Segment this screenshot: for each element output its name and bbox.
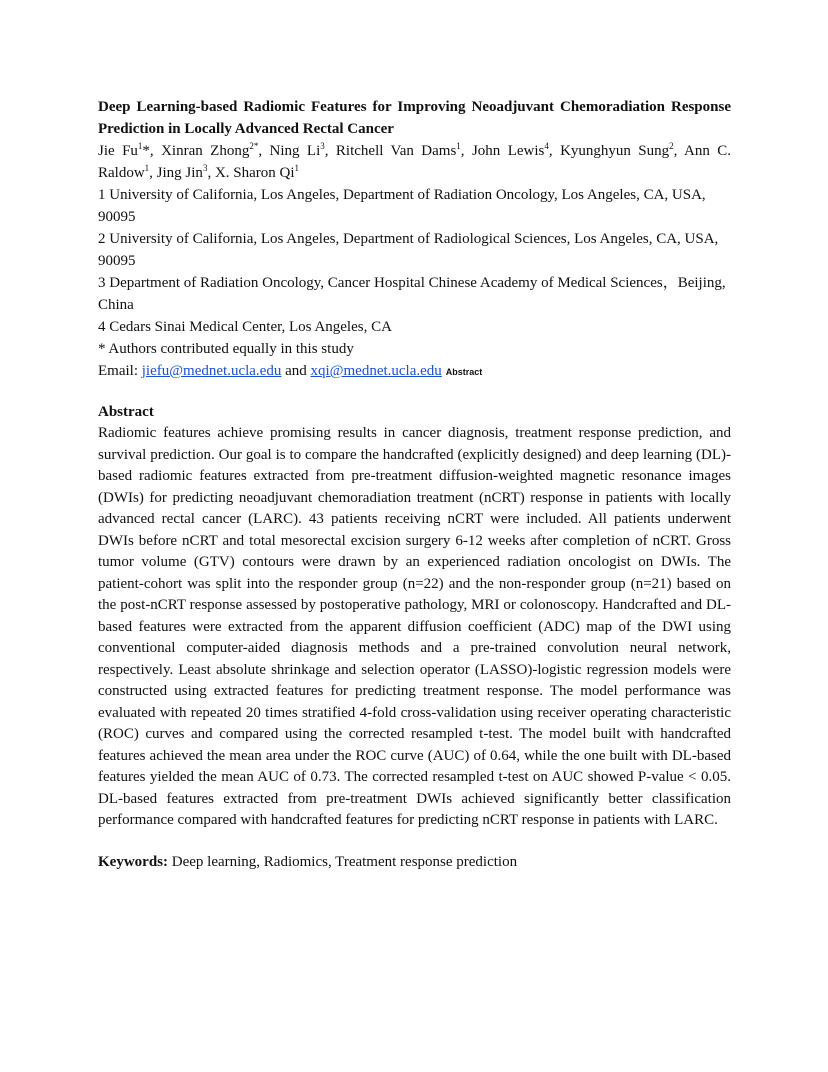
- author: Ritchell Van Dams$^1$,: [335, 141, 472, 159]
- author-affiliation-marker: 1: [456, 141, 461, 151]
- author: Jie Fu$^1$*,: [98, 141, 162, 159]
- affiliation-3: 3 Department of Radiation Oncology, Cancer Hospital Chinese Academy of Medical Sciences，Beijing, China: [98, 275, 726, 313]
- email-link-xqi[interactable]: xqi@mednet.ucla.edu: [310, 363, 442, 379]
- author-list: [98, 140, 731, 184]
- email-label: Email:: [98, 363, 142, 379]
- keywords-line: [98, 851, 731, 873]
- author-affiliation-marker: 1: [137, 141, 143, 151]
- stray-abstract-tag: Abstract: [445, 367, 483, 377]
- keywords-label: Keywords:: [98, 853, 168, 870]
- affiliation-1: 1 University of California, Los Angeles, Department of Radiation Oncology, Los Angeles, CA, USA, 90095: [98, 187, 706, 225]
- author-affiliation-marker: 2*: [249, 141, 259, 151]
- equal-contribution-note: * Authors contributed equally in this study: [98, 341, 354, 357]
- email-link-jiefu[interactable]: jiefu@mednet.ucla.edu: [141, 363, 282, 379]
- author: Kyunghyun Sung$^2$,: [560, 141, 684, 159]
- author-affiliation-marker: 3: [202, 163, 208, 173]
- paper-page: [98, 96, 731, 873]
- abstract-heading: Abstract: [98, 404, 154, 420]
- author: Ning Li$^3$,: [269, 141, 336, 159]
- affiliation-2: 2 University of California, Los Angeles, Department of Radiological Sciences, Los Angeles, CA, USA, 90095: [98, 231, 719, 269]
- affiliation-4: 4 Cedars Sinai Medical Center, Los Angeles, CA: [98, 319, 392, 335]
- paper-title: Deep Learning-based Radiomic Features for Improving Neoadjuvant Chemoradiation Response Prediction in Locally Advanced Rectal Cancer: [98, 99, 731, 137]
- abstract-body: Radiomic features achieve promising results in cancer diagnosis, treatment response prediction, and survival prediction. Our goal is to compare the handcrafted (explicitly designed) and deep learning (DL)-based radiomic features extracted from pre-treatment diffusion-weighted magnetic resonance images (DWIs) for predicting neoadjuvant chemoradiation treatment (nCRT) response in patients with locally advanced rectal cancer (LARC). 43 patients receiving nCRT were included. All patients underwent DWIs before nCRT and total mesorectal excision surgery 6-12 weeks after completion of nCRT. Gross tumor volume (GTV) contours were drawn by an experienced radiation oncologist on DWIs. The patient-cohort was split into the responder group (n=22) and the non-responder group (n=21) based on the post-nCRT response assessed by postoperative pathology, MRI or colonoscopy. Handcrafted and DL-based features were extracted from the apparent diffusion coefficient (ADC) map of the DWI using conventional computer-aided diagnosis methods and a pre-trained convolution neural network, respectively. Least absolute shrinkage and selection operator (LASSO)-logistic regression models were constructed using extracted features for predicting treatment response. The model performance was evaluated with repeated 20 times stratified 4-fold cross-validation using receiver operating characteristic (ROC) curves and compared using the corrected resampled t-test. The model built with handcrafted features achieved the mean area under the ROC curve (AUC) of 0.64, while the one built with DL-based features yielded the mean AUC of 0.73. The corrected resampled t-test on AUC showed P-value < 0.05. DL-based features extracted from pre-treatment DWIs achieved significantly better classification performance compared with handcrafted features for predicting nCRT response in patients with LARC.: [98, 425, 731, 828]
- author-affiliation-marker: 3: [320, 141, 325, 151]
- author-affiliation-marker: 1: [294, 163, 300, 173]
- author: John Lewis$^4$,: [471, 141, 561, 159]
- author: Ann C. Raldow$^1$,: [98, 143, 732, 181]
- author-affiliation-marker: 4: [544, 141, 549, 151]
- author: X. Sharon Qi$^1$: [214, 163, 300, 181]
- author-affiliation-marker: 2: [669, 141, 674, 151]
- keywords-text: Deep learning, Radiomics, Treatment response prediction: [168, 853, 518, 870]
- email-line: [98, 360, 731, 383]
- author: Xinran Zhong$^{2*}$,: [161, 141, 270, 159]
- author: Jing Jin$^3$,: [156, 163, 215, 181]
- author-affiliation-marker: 1: [144, 163, 150, 173]
- email-conjunction: and: [281, 363, 311, 379]
